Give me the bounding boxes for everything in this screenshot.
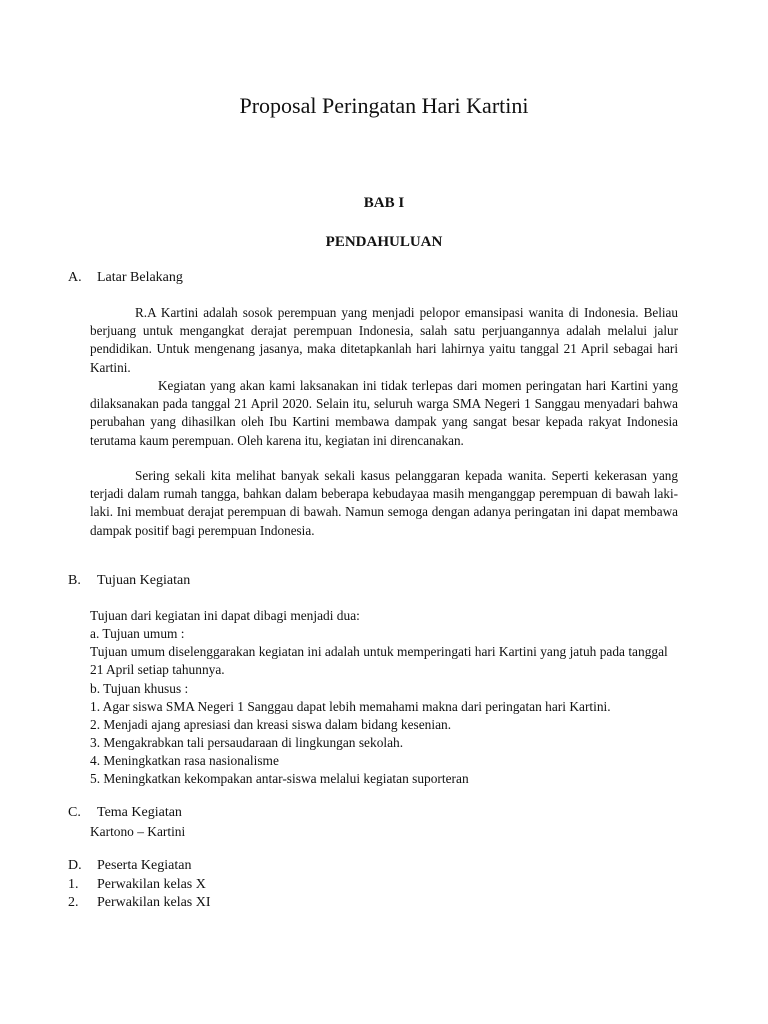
special-goal-item: 4. Meningkatkan rasa nasionalisme	[90, 753, 279, 768]
participant-number: 1.	[68, 877, 79, 892]
document-title: Proposal Peringatan Hari Kartini	[239, 93, 529, 118]
chapter-title: PENDAHULUAN	[325, 234, 443, 250]
section-a-title: Latar Belakang	[97, 270, 183, 285]
special-goal-item: 1. Agar siswa SMA Negeri 1 Sanggau dapat lebih memahami makna dari peringatan hari Kartini.	[90, 699, 611, 714]
theme-text: Kartono – Kartini	[90, 824, 186, 839]
section-d-letter: D.	[68, 858, 82, 873]
background-paragraph-1: R.A Kartini adalah sosok perempuan yang menjadi pelopor emansipasi wanita di Indonesia. Beliau berjuang untuk mengangkat derajat perempuan Indonesia, salah satu perjuangannya adalah melalui jalur pendidikan. Untuk mengenang jasanya, maka ditetapkanlah hari lahirnya yaitu tanggal 21 April sebagai hari Kartini.	[90, 305, 678, 375]
special-goal-item: 2. Menjadi ajang apresiasi dan kreasi siswa dalam bidang kesenian.	[90, 717, 452, 732]
participant-label: Perwakilan kelas X	[97, 877, 206, 892]
participant-number: 2.	[68, 895, 79, 910]
general-goal-text: Tujuan umum diselenggarakan kegiatan ini adalah untuk memperingati hari Kartini yang jatuh pada tanggal 21 April setiap tahunnya.	[90, 644, 668, 678]
background-paragraph-3: Sering sekali kita melihat banyak sekali kasus pelanggaran kepada wanita. Seperti kekerasan yang terjadi dalam rumah tangga, bahkan dalam beberapa kebudayaa masih menganggap perempuan di bawah laki-laki. Ini membuat derajat perempuan di bawah. Namun semoga dengan adanya peringatan ini dapat membawa dampak positif bagi perempuan Indonesia.	[90, 468, 678, 538]
goals-intro: Tujuan dari kegiatan ini dapat dibagi menjadi dua:	[90, 608, 360, 623]
background-paragraph-2: Kegiatan yang akan kami laksanakan ini tidak terlepas dari momen peringatan hari Kartini yang dilaksanakan pada tanggal 21 April 2020. Selain itu, seluruh warga SMA Negeri 1 Sanggau menyadari bahwa perubahan yang dihasilkan oleh Ibu Kartini membawa dampak yang sangat besar kepada rakyat Indonesia terutama kaum perempuan. Oleh karena itu, kegiatan ini direncanakan.	[90, 378, 678, 448]
section-c-letter: C.	[68, 805, 81, 820]
section-a-letter: A.	[68, 270, 82, 285]
section-d-title: Peserta Kegiatan	[97, 858, 192, 873]
special-goal-label: b. Tujuan khusus :	[90, 681, 189, 696]
section-b-title: Tujuan Kegiatan	[97, 573, 191, 588]
general-goal-label: a. Tujuan umum :	[90, 626, 185, 641]
section-b-letter: B.	[68, 573, 81, 588]
chapter-number: BAB I	[363, 195, 405, 211]
special-goal-item: 5. Meningkatkan kekompakan antar-siswa melalui kegiatan suporteran	[90, 771, 469, 786]
section-c-title: Tema Kegiatan	[97, 805, 182, 820]
participant-label: Perwakilan kelas XI	[97, 895, 211, 910]
special-goal-item: 3. Mengakrabkan tali persaudaraan di lingkungan sekolah.	[90, 735, 404, 750]
